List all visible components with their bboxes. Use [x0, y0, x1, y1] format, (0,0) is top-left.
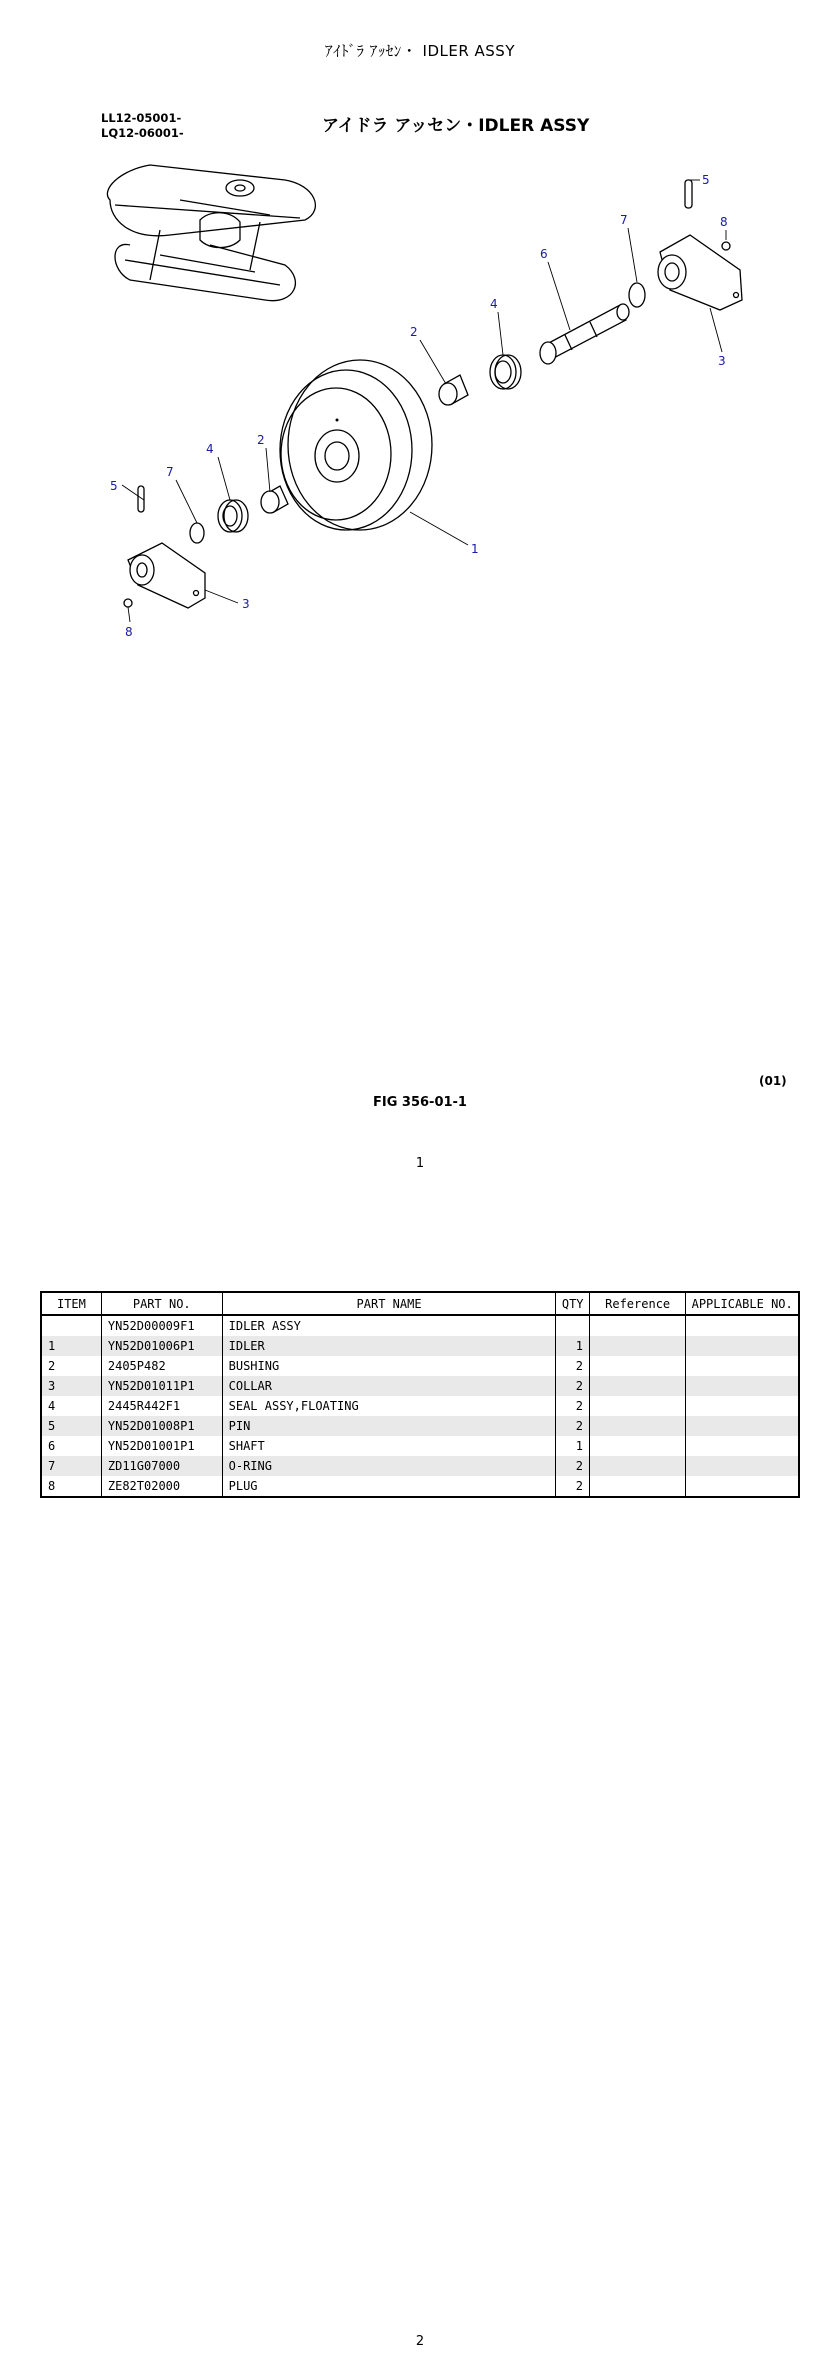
revision-mark: (01): [759, 1074, 787, 1088]
cell-qty: 2: [556, 1416, 589, 1436]
cell-part-no: 2405P482: [101, 1356, 222, 1376]
cell-item: 8: [41, 1476, 101, 1497]
serial-range-1: LL12-05001-: [101, 111, 182, 125]
col-part-no-header: PART NO.: [101, 1292, 222, 1315]
cell-reference: [589, 1376, 685, 1396]
track-frame-thumbnail: [107, 165, 315, 301]
cell-qty: 2: [556, 1356, 589, 1376]
cell-part-no: YN52D01001P1: [101, 1436, 222, 1456]
cell-part-no: ZD11G07000: [101, 1456, 222, 1476]
cell-reference: [589, 1396, 685, 1416]
cell-reference: [589, 1416, 685, 1436]
cell-qty: 1: [556, 1436, 589, 1456]
callout-7-right: 7: [620, 213, 628, 227]
callout-8-right: 8: [720, 215, 728, 229]
table-header-row: [41, 1292, 799, 1315]
cell-qty: 1: [556, 1336, 589, 1356]
cell-part-no: YN52D01008P1: [101, 1416, 222, 1436]
o-ring-right: [629, 283, 645, 307]
cell-item: 3: [41, 1376, 101, 1396]
col-qty-header: QTY: [556, 1292, 589, 1315]
cell-part-no: 2445R442F1: [101, 1396, 222, 1416]
cell-applicable: [686, 1416, 799, 1436]
cell-qty: 2: [556, 1456, 589, 1476]
cell-qty: 2: [556, 1476, 589, 1497]
cell-part-no: YN52D00009F1: [101, 1315, 222, 1336]
cell-reference: [589, 1436, 685, 1456]
idler-wheel: [280, 360, 432, 530]
cell-part-name: BUSHING: [222, 1356, 556, 1376]
col-reference-header: Reference: [589, 1292, 685, 1315]
table-row: [41, 1356, 799, 1376]
cell-qty: 2: [556, 1376, 589, 1396]
cell-part-name: PIN: [222, 1416, 556, 1436]
floating-seal-right: [490, 355, 521, 389]
shaft: [540, 304, 629, 364]
cell-item: 2: [41, 1356, 101, 1376]
callout-3-right: 3: [718, 354, 726, 368]
callout-7-left: 7: [166, 465, 174, 479]
serial-range-2: LQ12-06001-: [101, 126, 184, 140]
cell-applicable: [686, 1396, 799, 1416]
table-row: [41, 1416, 799, 1436]
cell-applicable: [686, 1336, 799, 1356]
cell-part-no: ZE82T02000: [101, 1476, 222, 1497]
floating-seal-left: [218, 500, 248, 532]
pin-right: [685, 180, 692, 208]
table-row: [41, 1456, 799, 1476]
table-row: [41, 1376, 799, 1396]
table-row: [41, 1315, 799, 1336]
page-number: 2: [415, 2334, 425, 2349]
figure-label: FIG 356-01-1: [373, 1095, 467, 1110]
cell-part-name: IDLER: [222, 1336, 556, 1356]
cell-reference: [589, 1315, 685, 1336]
table-row: [41, 1336, 799, 1356]
cell-qty: 2: [556, 1396, 589, 1416]
cell-part-name: COLLAR: [222, 1376, 556, 1396]
col-part-name-header: PART NAME: [222, 1292, 556, 1315]
sheet-number: 1: [415, 1156, 425, 1171]
cell-applicable: [686, 1476, 799, 1497]
callout-6: 6: [540, 247, 548, 261]
callout-3-left: 3: [242, 597, 250, 611]
callout-4-right: 4: [490, 297, 498, 311]
drawing-title: アイドラ アッセン・IDLER ASSY: [322, 116, 590, 136]
callout-2-left: 2: [257, 433, 265, 447]
o-ring-left: [190, 523, 204, 543]
exploded-parts-diagram: [90, 160, 770, 660]
col-item-header: ITEM: [41, 1292, 101, 1315]
cell-reference: [589, 1336, 685, 1356]
callout-2-right: 2: [410, 325, 418, 339]
table-row: [41, 1436, 799, 1456]
page-header-title: ｱｲﾄﾞﾗ ｱｯｾﾝ・ IDLER ASSY: [324, 42, 515, 60]
collar-left: [128, 543, 205, 608]
cell-applicable: [686, 1456, 799, 1476]
cell-part-no: YN52D01011P1: [101, 1376, 222, 1396]
cell-item: 6: [41, 1436, 101, 1456]
cell-item: 4: [41, 1396, 101, 1416]
plug-left: [124, 599, 132, 607]
cell-reference: [589, 1476, 685, 1497]
callout-1: 1: [471, 542, 479, 556]
cell-item: 5: [41, 1416, 101, 1436]
cell-part-no: YN52D01006P1: [101, 1336, 222, 1356]
cell-part-name: SHAFT: [222, 1436, 556, 1456]
cell-part-name: O-RING: [222, 1456, 556, 1476]
callout-5-left: 5: [110, 479, 118, 493]
cell-item: [41, 1315, 101, 1336]
cell-part-name: SEAL ASSY,FLOATING: [222, 1396, 556, 1416]
cell-applicable: [686, 1356, 799, 1376]
cell-part-name: IDLER ASSY: [222, 1315, 556, 1336]
callout-4-left: 4: [206, 442, 214, 456]
callout-8-left: 8: [125, 625, 133, 639]
cell-applicable: [686, 1376, 799, 1396]
bushing-left: [261, 486, 288, 513]
plug-right: [722, 242, 730, 250]
cell-applicable: [686, 1436, 799, 1456]
parts-list-table: [40, 1291, 800, 1498]
cell-reference: [589, 1356, 685, 1376]
cell-qty: [556, 1315, 589, 1336]
callout-5-right: 5: [702, 173, 710, 187]
cell-item: 7: [41, 1456, 101, 1476]
cell-applicable: [686, 1315, 799, 1336]
table-row: [41, 1396, 799, 1416]
cell-part-name: PLUG: [222, 1476, 556, 1497]
col-applicable-header: APPLICABLE NO.: [686, 1292, 799, 1315]
cell-reference: [589, 1456, 685, 1476]
table-row: [41, 1476, 799, 1497]
cell-item: 1: [41, 1336, 101, 1356]
